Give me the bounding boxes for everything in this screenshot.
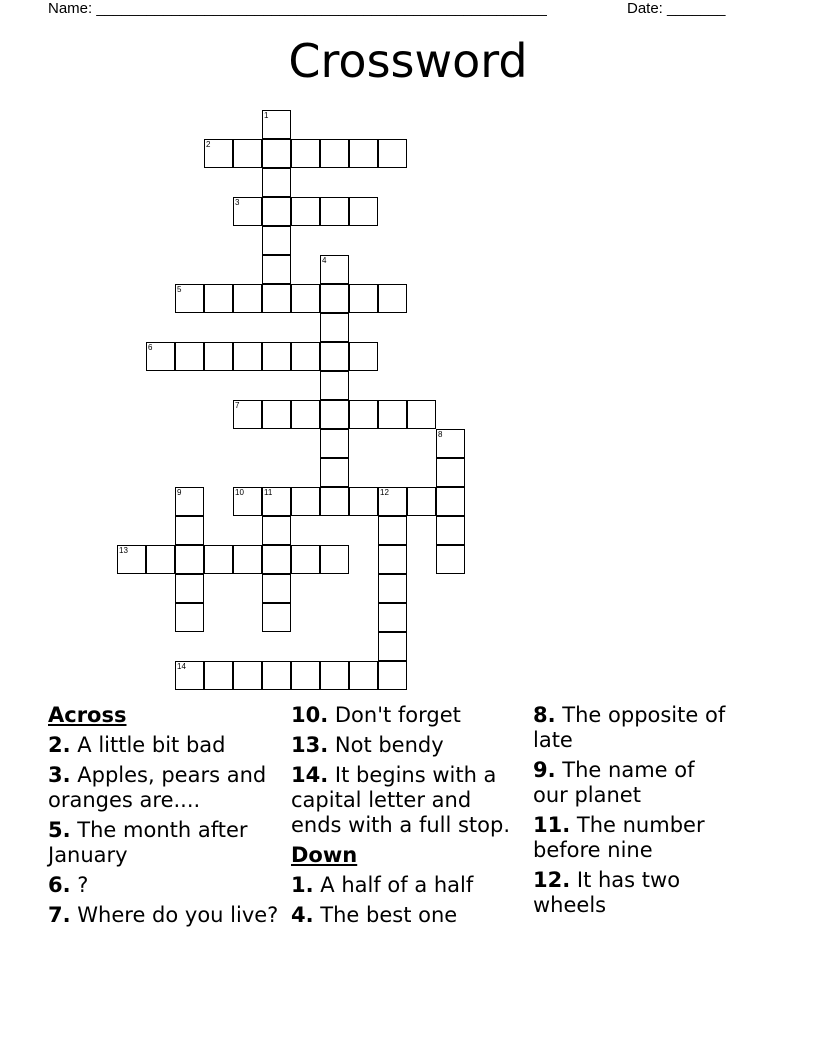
grid-cell[interactable]	[378, 487, 407, 516]
clue-number-label: 9	[177, 488, 182, 497]
grid-cell[interactable]	[204, 661, 233, 690]
grid-cell[interactable]	[262, 255, 291, 284]
clue-number: 5.	[48, 818, 71, 842]
clue-number-label: 2	[206, 140, 211, 149]
grid-cell[interactable]	[349, 342, 378, 371]
grid-cell[interactable]	[320, 400, 349, 429]
grid-cell[interactable]	[349, 197, 378, 226]
grid-cell[interactable]	[204, 284, 233, 313]
grid-cell[interactable]	[233, 284, 262, 313]
grid-cell[interactable]	[407, 487, 436, 516]
name-line: ______________________________________________________	[96, 0, 547, 17]
clue-text: The best one	[320, 903, 458, 927]
across-heading: Across	[48, 703, 127, 727]
grid-cell[interactable]	[175, 342, 204, 371]
grid-cell[interactable]	[291, 400, 320, 429]
clue-number: 6.	[48, 873, 71, 897]
clue	[533, 813, 733, 863]
grid-cell[interactable]	[233, 197, 262, 226]
grid-cell[interactable]	[378, 139, 407, 168]
clue-number: 14.	[291, 763, 329, 787]
grid-cell[interactable]	[262, 197, 291, 226]
clue-text: The month after January	[48, 818, 248, 867]
grid-cell[interactable]	[349, 487, 378, 516]
clue-number: 12.	[533, 868, 571, 892]
clue-number: 1.	[291, 873, 314, 897]
grid-cell[interactable]	[320, 197, 349, 226]
grid-cell[interactable]	[175, 661, 204, 690]
clue-number: 7.	[48, 903, 71, 927]
grid-cell[interactable]	[320, 139, 349, 168]
clue-number-label: 8	[438, 430, 443, 439]
clue-number: 11.	[533, 813, 571, 837]
grid-cell[interactable]	[262, 284, 291, 313]
clue	[48, 733, 283, 758]
grid-cell[interactable]	[320, 458, 349, 487]
clue-text: The opposite of late	[533, 703, 726, 752]
clues-column-3	[533, 703, 733, 923]
grid-cell[interactable]	[204, 545, 233, 574]
grid-cell[interactable]	[407, 400, 436, 429]
down-heading: Down	[291, 843, 358, 867]
grid-cell[interactable]	[320, 661, 349, 690]
clue-text: The name of our planet	[533, 758, 695, 807]
grid-cell[interactable]	[349, 284, 378, 313]
clue-number: 13.	[291, 733, 329, 757]
grid-cell[interactable]	[436, 545, 465, 574]
clue	[48, 873, 283, 898]
clue	[48, 818, 283, 868]
clue-number-label: 4	[322, 256, 327, 265]
grid-cell[interactable]	[175, 487, 204, 516]
grid-cell[interactable]	[378, 400, 407, 429]
date-label: Date:	[627, 0, 663, 17]
clue-number-label: 7	[235, 401, 240, 410]
clue	[291, 733, 521, 758]
clue-number-label: 3	[235, 198, 240, 207]
grid-cell[interactable]	[349, 661, 378, 690]
grid-cell[interactable]	[262, 545, 291, 574]
clue-number: 10.	[291, 703, 329, 727]
grid-cell[interactable]	[436, 458, 465, 487]
clue-text: A half of a half	[320, 873, 474, 897]
clue-number-label: 13	[119, 546, 128, 555]
grid-cell[interactable]	[320, 429, 349, 458]
grid-cell[interactable]	[175, 545, 204, 574]
clue-number-label: 12	[380, 488, 389, 497]
grid-cell[interactable]	[320, 487, 349, 516]
grid-cell[interactable]	[204, 139, 233, 168]
grid-cell[interactable]	[378, 603, 407, 632]
clue-number: 2.	[48, 733, 71, 757]
clue	[291, 873, 521, 898]
name-label: Name:	[48, 0, 93, 17]
grid-cell[interactable]	[233, 342, 262, 371]
clue-number-label: 10	[235, 488, 244, 497]
grid-cell[interactable]	[233, 487, 262, 516]
grid-cell[interactable]	[175, 603, 204, 632]
grid-cell[interactable]	[320, 255, 349, 284]
clue-text: Where do you live?	[77, 903, 279, 927]
grid-cell[interactable]	[117, 545, 146, 574]
date-field[interactable]	[627, 0, 725, 17]
grid-cell[interactable]	[320, 371, 349, 400]
grid-cell[interactable]	[291, 545, 320, 574]
clue	[533, 868, 733, 918]
clue-text: Apples, pears and oranges are....	[48, 763, 267, 812]
grid-cell[interactable]	[262, 603, 291, 632]
grid-cell[interactable]	[262, 487, 291, 516]
clue-text: Not bendy	[334, 733, 444, 757]
clues-column-2	[291, 703, 521, 933]
clue-text: It begins with a capital letter and ends with a full stop.	[291, 763, 511, 837]
clue-number: 4.	[291, 903, 314, 927]
clues-column-1	[48, 703, 283, 933]
grid-cell[interactable]	[349, 139, 378, 168]
grid-cell[interactable]	[262, 400, 291, 429]
clue-number-label: 6	[148, 343, 153, 352]
grid-cell[interactable]	[291, 139, 320, 168]
grid-cell[interactable]	[291, 197, 320, 226]
grid-cell[interactable]	[233, 661, 262, 690]
grid-cell[interactable]	[320, 545, 349, 574]
grid-cell[interactable]	[233, 400, 262, 429]
grid-cell[interactable]	[320, 313, 349, 342]
clue-number-label: 5	[177, 285, 182, 294]
clue	[291, 763, 521, 838]
grid-cell[interactable]	[378, 661, 407, 690]
clue-number: 8.	[533, 703, 556, 727]
grid-cell[interactable]	[349, 400, 378, 429]
grid-cell[interactable]	[378, 545, 407, 574]
grid-cell[interactable]	[175, 284, 204, 313]
clue	[291, 703, 521, 728]
grid-cell[interactable]	[378, 632, 407, 661]
clue-text: A little bit bad	[77, 733, 226, 757]
grid-cell[interactable]	[262, 661, 291, 690]
grid-cell[interactable]	[291, 284, 320, 313]
grid-cell[interactable]	[146, 545, 175, 574]
name-field[interactable]	[48, 0, 547, 17]
grid-cell[interactable]	[175, 574, 204, 603]
clue	[533, 758, 733, 808]
clue-number-label: 11	[264, 488, 273, 497]
date-line: _______	[667, 0, 726, 17]
grid-cell[interactable]	[204, 342, 233, 371]
grid-cell[interactable]	[436, 429, 465, 458]
clue-number-label: 1	[264, 111, 269, 120]
clue-number-label: 14	[177, 662, 186, 671]
grid-cell[interactable]	[262, 574, 291, 603]
grid-cell[interactable]	[378, 516, 407, 545]
clue	[48, 763, 283, 813]
grid-cell[interactable]	[233, 139, 262, 168]
clue	[533, 703, 733, 753]
clue-text: Don't forget	[334, 703, 461, 727]
grid-cell[interactable]	[262, 110, 291, 139]
grid-cell[interactable]	[320, 284, 349, 313]
grid-cell[interactable]	[262, 226, 291, 255]
grid-cell[interactable]	[262, 139, 291, 168]
grid-cell[interactable]	[262, 516, 291, 545]
clue-number: 9.	[533, 758, 556, 782]
clue-text: The number before nine	[533, 813, 705, 862]
grid-cell[interactable]	[262, 168, 291, 197]
grid-cell[interactable]	[291, 342, 320, 371]
grid-cell[interactable]	[262, 342, 291, 371]
grid-cell[interactable]	[291, 661, 320, 690]
clue-text: It has two wheels	[533, 868, 681, 917]
clue	[291, 903, 521, 928]
clue	[48, 903, 283, 928]
grid-cell[interactable]	[378, 284, 407, 313]
grid-cell[interactable]	[436, 516, 465, 545]
grid-cell[interactable]	[175, 516, 204, 545]
grid-cell[interactable]	[436, 487, 465, 516]
page-title: Crossword	[288, 34, 528, 88]
clue-number: 3.	[48, 763, 71, 787]
grid-cell[interactable]	[378, 574, 407, 603]
clue-text: ?	[77, 873, 89, 897]
grid-cell[interactable]	[291, 487, 320, 516]
grid-cell[interactable]	[146, 342, 175, 371]
grid-cell[interactable]	[233, 545, 262, 574]
grid-cell[interactable]	[320, 342, 349, 371]
